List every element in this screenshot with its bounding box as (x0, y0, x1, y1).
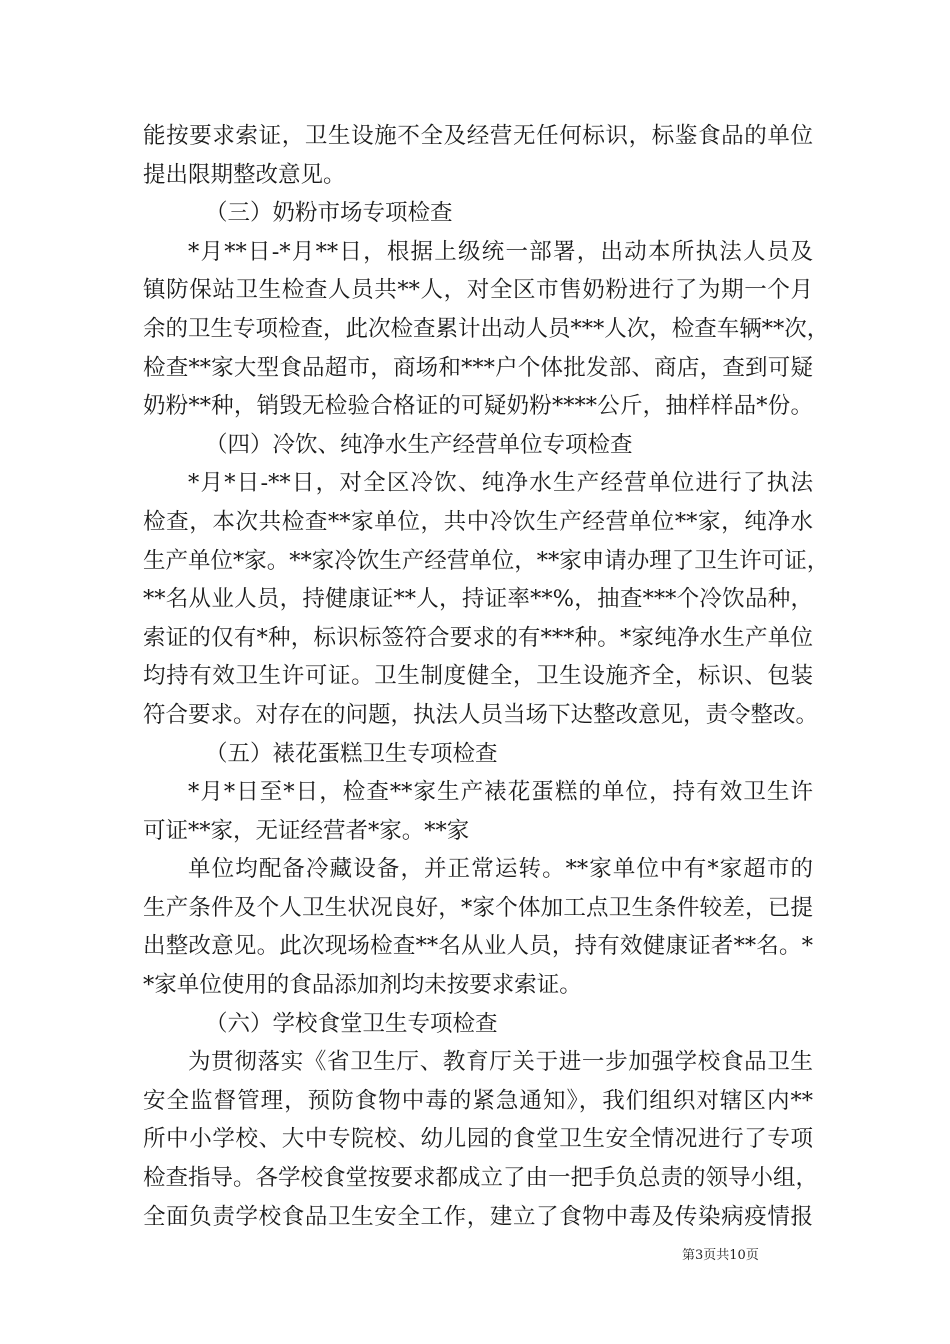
text-line: 检查指导。各学校食堂按要求都成立了由一把手负总责的领导小组， (143, 1165, 819, 1192)
text-line: *家单位使用的食品添加剂均未按要求索证。 (143, 972, 582, 999)
section-heading: （三）奶粉市场专项检查 (205, 200, 453, 227)
text-line: 提出限期整改意见。 (143, 161, 346, 188)
text-line: 可证**家，无证经营者*家。**家 (143, 817, 470, 844)
text-line: 为贯彻落实《省卫生厅、教育厅关于进一步加强学校食品卫生 (188, 1049, 813, 1076)
text-line: 安全监督管理，预防食物中毒的紧急通知》，我们组织对辖区内** (143, 1087, 813, 1114)
text-line: 出整改意见。此次现场检查**名从业人员，持有效健康证者**名。* (143, 933, 813, 960)
text-line: 索证的仅有*种，标识标签符合要求的有***种。*家纯净水生产单位 (143, 624, 813, 651)
text-line: 镇防保站卫生检查人员共**人，对全区市售奶粉进行了为期一个月 (143, 277, 813, 304)
text-line: 奶粉**种，销毁无检验合格证的可疑奶粉****公斤，抽样样品*份。 (143, 393, 813, 420)
section-heading: （四）冷饮、纯净水生产经营单位专项检查 (205, 431, 633, 458)
page-number: 第3页共10页 (682, 1248, 759, 1263)
text-line: 生产条件及个人卫生状况良好，*家个体加工点卫生条件较差，已提 (143, 894, 813, 921)
text-line: 检查，本次共检查**家单位，共中冷饮生产经营单位**家，纯净水 (143, 508, 813, 535)
text-line: *月**日-*月**日，根据上级统一部署，出动本所执法人员及 (188, 238, 813, 265)
text-line: 能按要求索证，卫生设施不全及经营无任何标识，标鉴食品的单位 (143, 123, 813, 149)
text-line: 单位均配备冷藏设备，并正常运转。**家单位中有*家超市的 (188, 856, 813, 883)
text-line: *月*日-**日，对全区冷饮、纯净水生产经营单位进行了执法 (188, 470, 813, 497)
text-line: 全面负责学校食品卫生安全工作，建立了食物中毒及传染病疫情报 (143, 1203, 813, 1230)
text-line: 检查**家大型食品超市，商场和***户个体批发部、商店，查到可疑 (143, 354, 813, 381)
section-heading: （五）裱花蛋糕卫生专项检查 (205, 740, 498, 767)
section-heading: （六）学校食堂卫生专项检查 (205, 1010, 498, 1037)
text-line: 余的卫生专项检查，此次检查累计出动人员***人次，检查车辆**次， (143, 315, 830, 342)
text-line: *月*日至*日，检查**家生产裱花蛋糕的单位，持有效卫生许 (188, 779, 813, 806)
document-body (143, 117, 830, 1236)
text-line: 生产单位*家。**家冷饮生产经营单位，**家申请办理了卫生许可证， (143, 547, 830, 574)
text-line: 均持有效卫生许可证。卫生制度健全，卫生设施齐全，标识、包装 (143, 663, 813, 690)
text-line: 所中小学校、大中专院校、幼儿园的食堂卫生安全情况进行了专项 (143, 1126, 813, 1153)
text-line: **名从业人员，持健康证**人，持证率**%，抽查***个冷饮品种， (143, 586, 813, 613)
text-line: 符合要求。对存在的问题，执法人员当场下达整改意见，责令整改。 (143, 701, 819, 728)
